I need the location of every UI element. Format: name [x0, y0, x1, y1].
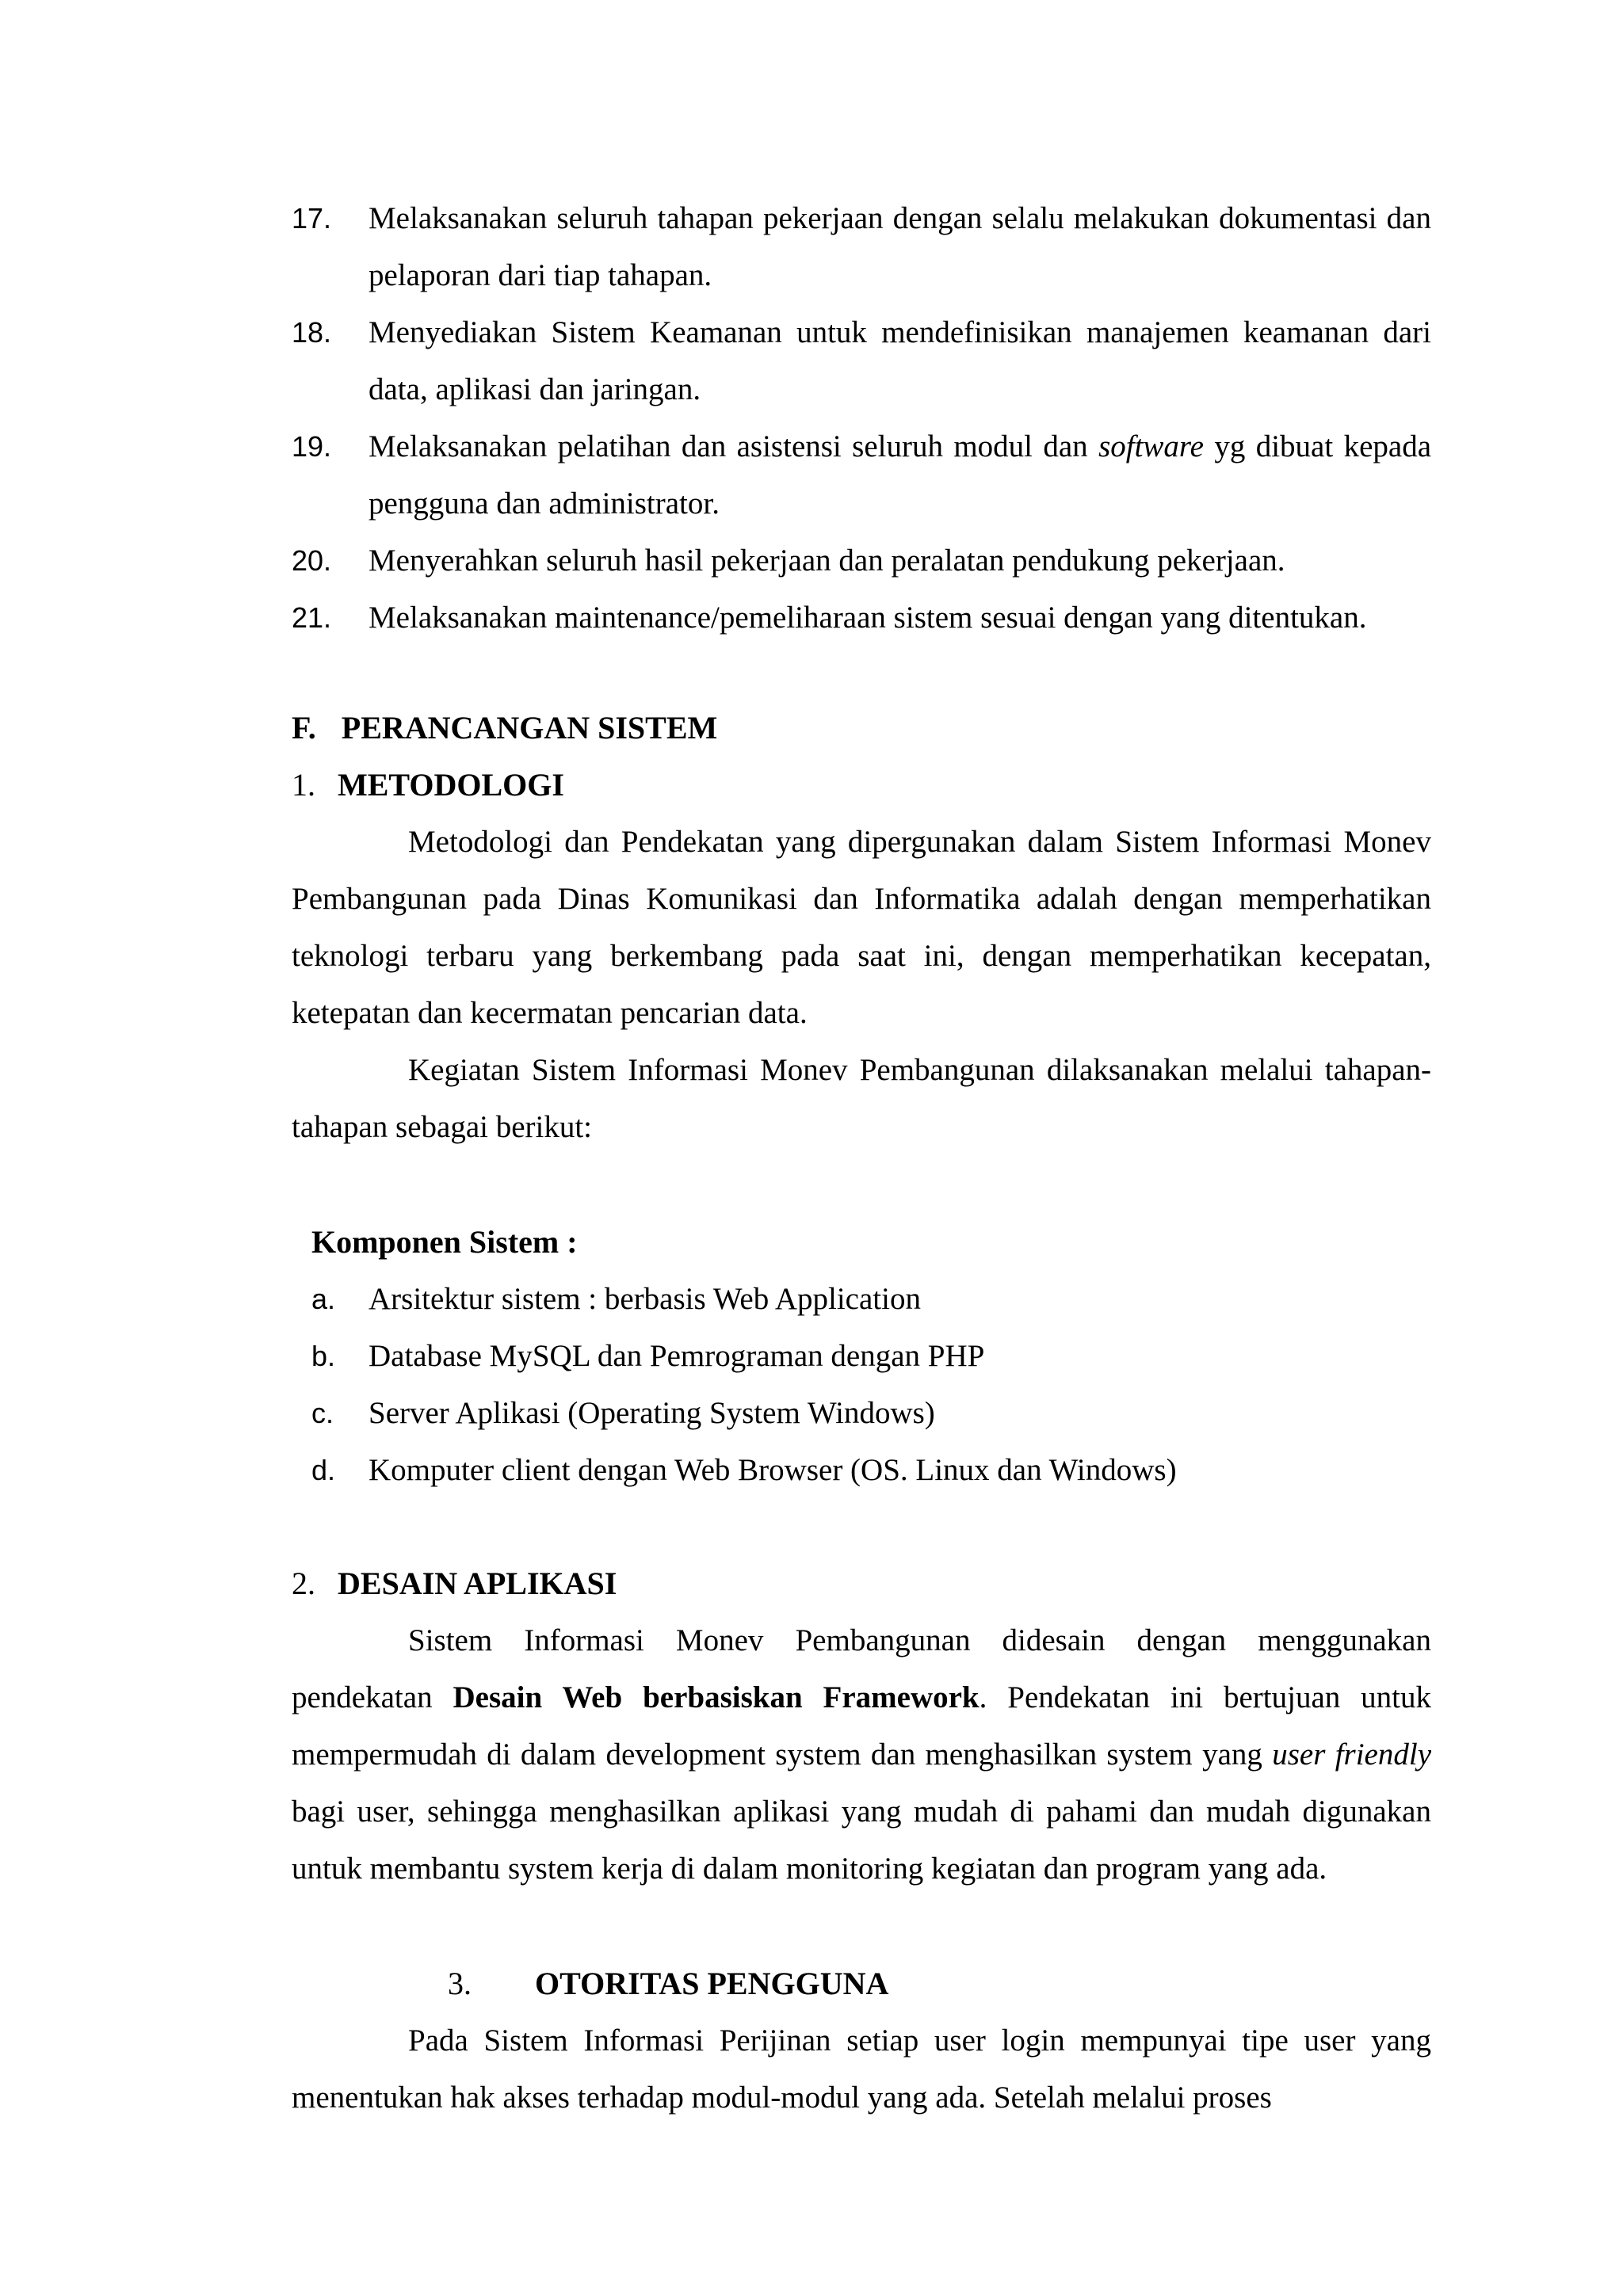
task-number: 21.	[292, 601, 332, 634]
desain-heading	[292, 1555, 617, 1612]
task-text-part: yg dibuat kepada pengguna dan administrator.	[369, 429, 1432, 521]
paragraph-text: Kegiatan Sistem Informasi Monev Pembangunan dilaksanakan melalui tahapan-tahapan sebagai berikut:	[292, 1053, 1431, 1144]
paragraph-italic: user friendly	[1272, 1737, 1431, 1772]
paragraph-bold: Desain Web berbasiskan Framework	[453, 1680, 980, 1714]
item-text: Database MySQL dan Pemrograman dengan PHP	[369, 1339, 985, 1373]
section-f-heading	[292, 700, 717, 757]
heading-title: OTORITAS PENGGUNA	[535, 1966, 889, 2001]
otoritas-heading	[448, 1955, 888, 2012]
task-item-20	[292, 532, 1431, 589]
section-label: F.	[292, 710, 316, 746]
task-text-part: Melaksanakan pelatihan dan asistensi seluruh modul dan	[369, 429, 1099, 463]
paragraph-text: Sistem Informasi Monev Pembangunan didesain dengan menggunakan pendekatan	[292, 1623, 1431, 1714]
item-text: Arsitektur sistem : berbasis Web Application	[369, 1282, 921, 1316]
item-letter: c.	[311, 1397, 334, 1429]
item-letter: b.	[311, 1340, 336, 1372]
heading-title: METODOLOGI	[338, 767, 564, 803]
otoritas-paragraph	[292, 2012, 1431, 2126]
paragraph-text: . Pendekatan ini bertujuan untuk mempermudah di dalam development system dan menghasilkan system yang	[292, 1680, 1431, 1772]
task-number: 18.	[292, 316, 332, 349]
task-item-21	[292, 589, 1431, 646]
task-item-18	[292, 304, 1431, 418]
heading-number: 1.	[292, 767, 315, 803]
section-title: PERANCANGAN SISTEM	[341, 710, 718, 746]
task-text: Menyerahkan seluruh hasil pekerjaan dan peralatan pendukung pekerjaan.	[369, 543, 1285, 578]
metodologi-paragraph-1	[292, 814, 1431, 1042]
metodologi-heading	[292, 757, 564, 814]
item-letter: a.	[311, 1283, 336, 1315]
task-list	[292, 190, 1431, 646]
task-number: 19.	[292, 430, 332, 463]
paragraph-text: bagi user, sehingga menghasilkan aplikasi yang mudah di pahami dan mudah digunakan untuk membantu system kerja di dalam monitoring kegiatan dan program yang ada.	[292, 1794, 1431, 1886]
task-number: 20.	[292, 544, 332, 577]
komponen-heading: Komponen Sistem :	[311, 1224, 578, 1260]
task-text-italic: software	[1098, 429, 1204, 463]
paragraph-text: Metodologi dan Pendekatan yang dipergunakan dalam Sistem Informasi Monev Pembangunan pada Dinas Komunikasi dan Informatika adalah dengan memperhatikan teknologi terbaru yang berkembang pada saat ini, dengan memperhatikan kecepatan, ketepatan dan kecermatan pencarian data.	[292, 825, 1431, 1030]
task-item-19	[292, 418, 1431, 532]
desain-paragraph	[292, 1612, 1431, 1897]
task-item-17	[292, 190, 1431, 304]
item-letter: d.	[311, 1454, 336, 1486]
task-text: Melaksanakan seluruh tahapan pekerjaan dengan selalu melakukan dokumentasi dan pelaporan dari tiap tahapan.	[369, 201, 1431, 292]
task-text: Menyediakan Sistem Keamanan untuk mendefinisikan manajemen keamanan dari data, aplikasi dan jaringan.	[369, 315, 1431, 406]
metodologi-paragraph-2	[292, 1042, 1431, 1156]
item-text: Komputer client dengan Web Browser (OS. Linux dan Windows)	[369, 1453, 1177, 1487]
heading-title: DESAIN APLIKASI	[338, 1566, 617, 1601]
item-text: Server Aplikasi (Operating System Windows)	[369, 1396, 935, 1430]
task-text: Melaksanakan maintenance/pemeliharaan sistem sesuai dengan yang ditentukan.	[369, 601, 1367, 635]
heading-number: 3.	[448, 1966, 472, 2001]
paragraph-text: Pada Sistem Informasi Perijinan setiap user login mempunyai tipe user yang menentukan hak akses terhadap modul-modul yang ada. Setelah melalui proses	[292, 2023, 1431, 2115]
task-number: 17.	[292, 202, 332, 235]
heading-number: 2.	[292, 1566, 315, 1601]
